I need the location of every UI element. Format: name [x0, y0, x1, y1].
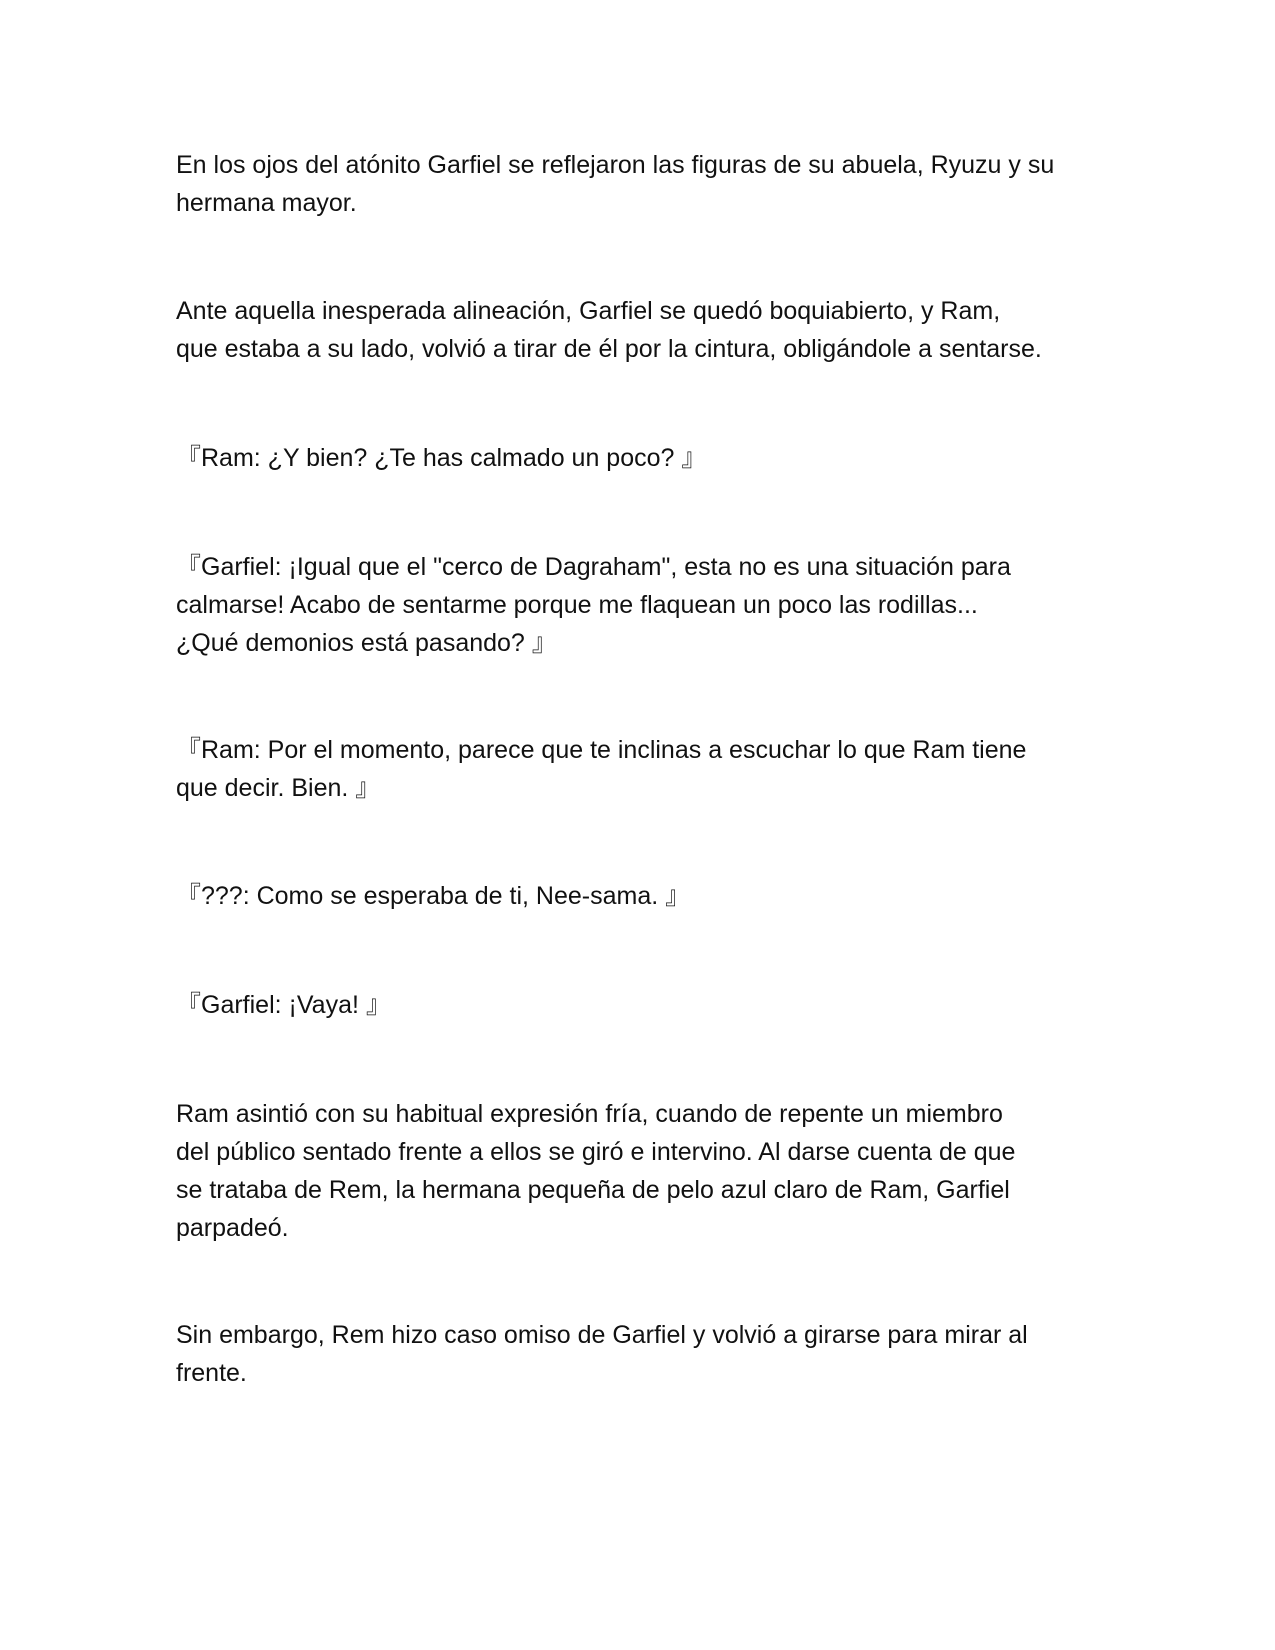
paragraph-narration-2: Ante aquella inesperada alineación, Garfiel se quedó boquiabierto, y Ram, que estaba a su lado, volvió a tirar de él por la cintura, obligándole a sentarse. [176, 297, 1042, 363]
paragraph-narration-4: Sin embargo, Rem hizo caso omiso de Garfiel y volvió a girarse para mirar al frente. [176, 1321, 1028, 1387]
dialogue-ram-1: 『Ram: ¿Y bien? ¿Te has calmado un poco? 』 [176, 444, 707, 472]
paragraph-narration-1: En los ojos del atónito Garfiel se reflejaron las figuras de su abuela, Ryuzu y su hermana mayor. [176, 151, 1055, 217]
dialogue-garfiel-2: 『Garfiel: ¡Vaya! 』 [176, 991, 391, 1019]
paragraph-narration-3: Ram asintió con su habitual expresión fría, cuando de repente un miembro del público sentado frente a ellos se giró e intervino. Al darse cuenta de que se trataba de Rem, la hermana pequeña de pelo azul claro de Ram, Garfiel parpadeó. [176, 1100, 1016, 1242]
dialogue-garfiel-1: 『Garfiel: ¡Igual que el "cerco de Dagraham", esta no es una situación para calmarse! Acabo de sentarme porque me flaquean un poco las rodillas... ¿Qué demonios está pasando? 』 [176, 553, 1011, 657]
dialogue-ram-2: 『Ram: Por el momento, parece que te inclinas a escuchar lo que Ram tiene que decir. Bien. 』 [176, 736, 1027, 802]
dialogue-unknown-1: 『???: Como se esperaba de ti, Nee-sama. 』 [176, 882, 691, 910]
